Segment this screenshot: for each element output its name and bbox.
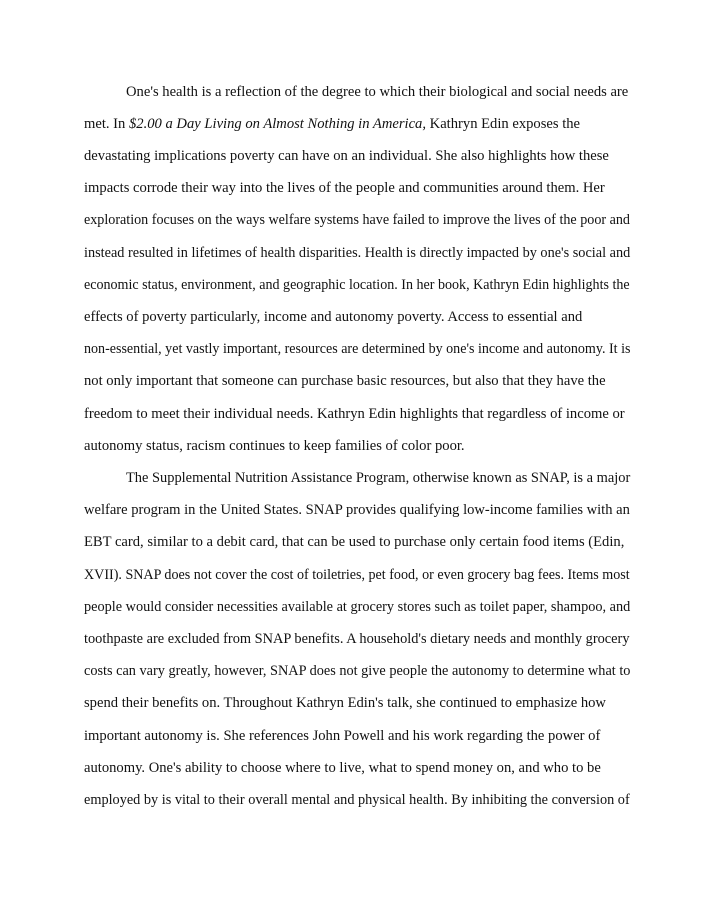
- text-line: employed by is vital to their overall mental and physical health. By inhibiting the conversion of: [84, 792, 630, 808]
- text-line: The Supplemental Nutrition Assistance Program, otherwise known as SNAP, is a major: [126, 470, 631, 486]
- text-line: One's health is a reflection of the degree to which their biological and social needs are: [126, 84, 629, 100]
- text-line: toothpaste are excluded from SNAP benefits. A household's dietary needs and monthly grocery: [84, 631, 630, 647]
- text-line: exploration focuses on the ways welfare systems have failed to improve the lives of the poor and: [84, 212, 630, 228]
- text-line: autonomy status, racism continues to keep families of color poor.: [84, 438, 465, 454]
- text-line: XVII). SNAP does not cover the cost of toiletries, pet food, or even grocery bag fees. Items most: [84, 567, 630, 583]
- text-line: freedom to meet their individual needs. Kathryn Edin highlights that regardless of income or: [84, 406, 625, 422]
- text-line: impacts corrode their way into the lives of the people and communities around them. Her: [84, 180, 605, 196]
- text-run: met. In: [84, 116, 129, 132]
- book-title: $2.00 a Day Living on Almost Nothing in America,: [129, 116, 427, 132]
- text-line: instead resulted in lifetimes of health disparities. Health is directly impacted by one's social and: [84, 245, 631, 261]
- text-line: devastating implications poverty can have on an individual. She also highlights how these: [84, 148, 609, 164]
- text-line: [84, 115, 580, 133]
- text-line: autonomy. One's ability to choose where to live, what to spend money on, and who to be: [84, 760, 601, 776]
- text-line: EBT card, similar to a debit card, that can be used to purchase only certain food items (Edin,: [84, 534, 625, 550]
- text-line: effects of poverty particularly, income and autonomy poverty. Access to essential and: [84, 309, 583, 325]
- text-line: costs can vary greatly, however, SNAP does not give people the autonomy to determine what to: [84, 663, 631, 679]
- text-run: Kathryn Edin exposes the: [426, 116, 581, 132]
- text-line: not only important that someone can purchase basic resources, but also that they have the: [84, 373, 606, 389]
- text-line: important autonomy is. She references John Powell and his work regarding the power of: [84, 728, 601, 744]
- text-line: spend their benefits on. Throughout Kathryn Edin's talk, she continued to emphasize how: [84, 695, 606, 711]
- text-line: economic status, environment, and geographic location. In her book, Kathryn Edin highlights the: [84, 277, 630, 293]
- text-line: non-essential, yet vastly important, resources are determined by one's income and autonomy. It is: [84, 341, 631, 357]
- text-line: welfare program in the United States. SNAP provides qualifying low-income families with an: [84, 502, 630, 518]
- text-line: people would consider necessities available at grocery stores such as toilet paper, shampoo, and: [84, 599, 631, 615]
